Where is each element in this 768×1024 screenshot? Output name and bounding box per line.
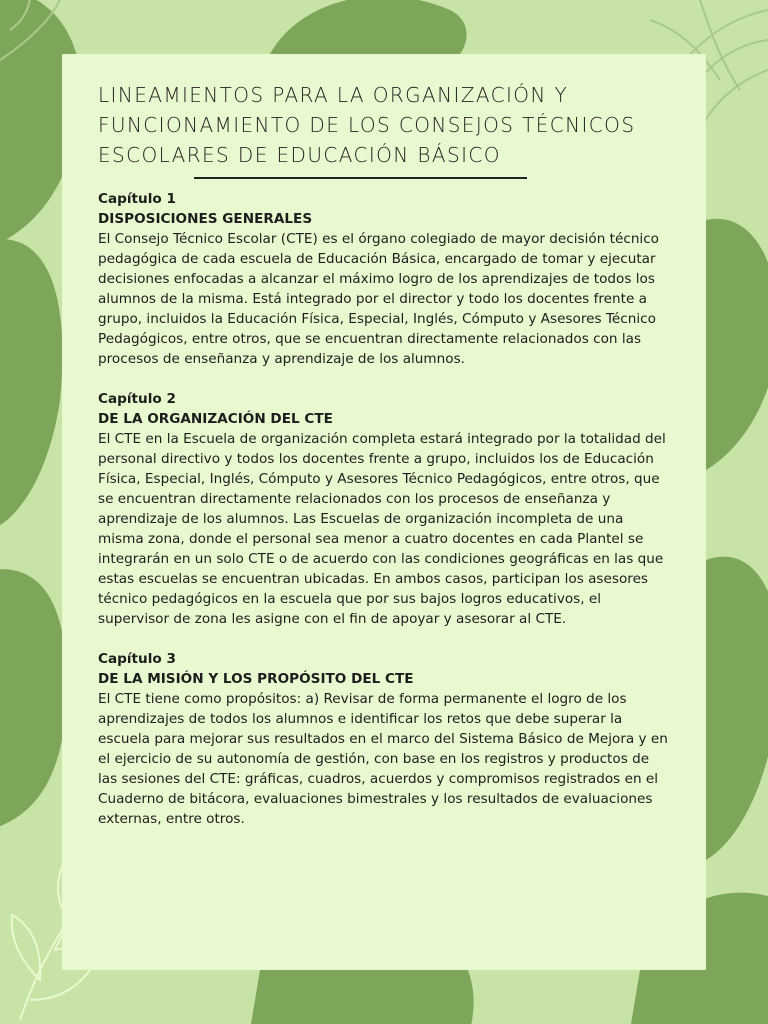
chapter-heading: DISPOSICIONES GENERALES — [98, 211, 313, 227]
chapter-text: El Consejo Técnico Escolar (CTE) es el órgano colegiado de mayor decisión técnico pedagógica de cada escuela de Educación Básica, encargado de tomar y ejecutar decisiones enfocadas a alcanzar el máximo logro de los aprendizajes de todos los alumnos de la misma. Está integrado por el director y todo los docentes frente a grupo, incluidos la Educación Física, Especial, Inglés, Cómputo y Asesores Técnico Pedagógicos, entre otros, que se encuentran directamente relacionados con las procesos de enseñanza y aprendizaje de los alumnos. — [98, 231, 659, 367]
chapter-label: Capítulo 2 — [98, 391, 176, 407]
chapter-text: El CTE tiene como propósitos: a) Revisar de forma permanente el logro de los aprendizajes de todos los alumnos e identificar los retos que debe superar la escuela para mejorar sus resultados en el marco del Sistema Básico de Mejora y en el ejercicio de su autonomía de gestión, con base en los registros y productos de las sesiones del CTE: gráficas, cuadros, acuerdos y compromisos registrados en el Cuaderno de bitácora, evaluaciones bimestrales y los resultados de evaluaciones externas, entre otros. — [98, 691, 668, 827]
chapter-section — [98, 649, 672, 829]
title-underline — [194, 177, 527, 179]
chapter-heading: DE LA ORGANIZACIÓN DEL CTE — [98, 411, 333, 427]
document-title: LINEAMIENTOS PARA LA ORGANIZACIÓN Y FUNCIONAMIENTO DE LOS CONSEJOS TÉCNICOS ESCOLARES DE EDUCACIÓN BÁSICO — [98, 83, 636, 167]
chapter-section — [98, 189, 672, 369]
chapter-label: Capítulo 3 — [98, 651, 176, 667]
content-card — [62, 54, 706, 970]
chapter-heading: DE LA MISIÓN Y LOS PROPÓSITO DEL CTE — [98, 671, 414, 687]
chapter-text: El CTE en la Escuela de organización completa estará integrado por la totalidad del personal directivo y todos los docentes frente a grupo, incluidos los de Educación Física, Especial, Inglés, Cómputo y Asesores Técnico Pedagógicos, entre otros, que se encuentran directamente relacionados con los procesos de enseñanza y aprendizaje de los alumnos. Las Escuelas de organización incompleta de una misma zona, donde el personal sea menor a cuatro docentes en cada Plantel se integrarán en un solo CTE o de acuerdo con las condiciones geográficas en las que estas escuelas se encuentran ubicadas. En ambos casos, participan los asesores técnico pedagógicos en la escuela que por sus bajos logros educativos, el supervisor de zona les asigne con el fin de apoyar y asesorar al CTE. — [98, 431, 666, 627]
document-body — [98, 189, 672, 849]
chapter-section — [98, 389, 672, 629]
chapter-label: Capítulo 1 — [98, 191, 176, 207]
